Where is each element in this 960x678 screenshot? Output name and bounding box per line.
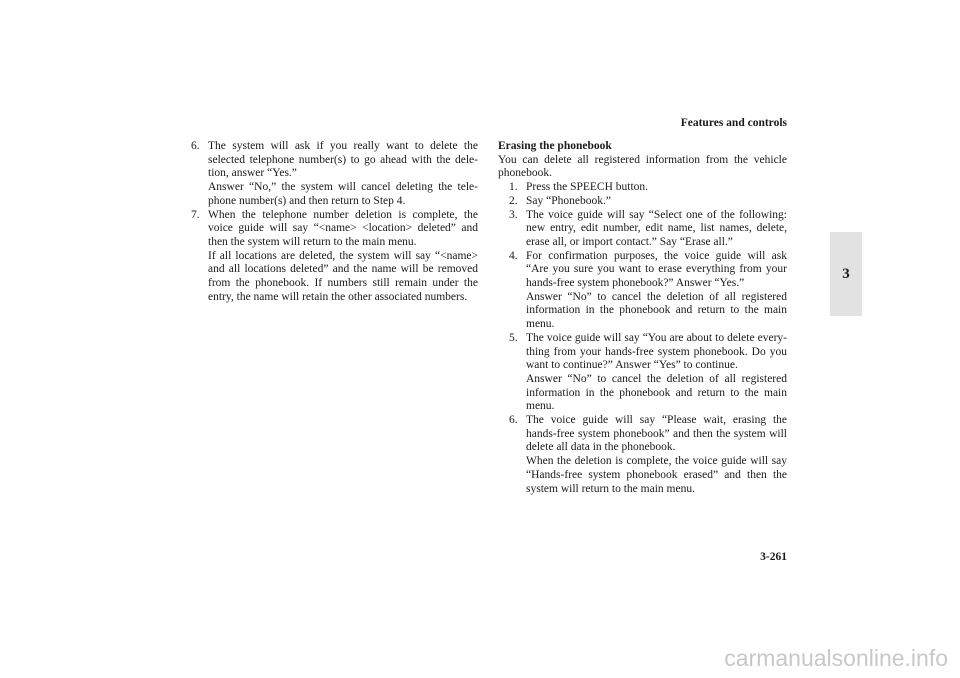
step-text: If all locations are deleted, the system will say “<name> and all locations deleted” and the name will be removed from the phonebook. If numbers still remain under the entry, the name will retain the other associated numbers. bbox=[208, 249, 478, 303]
chapter-number: 3 bbox=[842, 266, 850, 282]
page-number: 3-261 bbox=[760, 551, 787, 563]
step-number: 6. bbox=[191, 140, 200, 152]
step-item bbox=[509, 250, 787, 332]
step-text: Answer “No,” the system will cancel deleting the telephone number(s) and then return to Step 4. bbox=[208, 181, 478, 207]
step-text: Press the SPEECH button. bbox=[526, 181, 649, 194]
step-text: The voice guide will say “Please wait, erasing the hands-free system phonebook” and then the system will delete all data in the phonebook. bbox=[526, 414, 787, 454]
intro-paragraph: You can delete all registered information from the vehicle phonebook. bbox=[498, 153, 787, 180]
right-column bbox=[498, 140, 787, 496]
step-list bbox=[498, 181, 787, 496]
step-text: Answer “No” to cancel the deletion of all registered information in the phonebook and return to the main menu. bbox=[526, 372, 787, 413]
step-item bbox=[509, 209, 787, 250]
step-item bbox=[191, 209, 478, 305]
step-text: When the deletion is complete, the voice guide will say “Hands-free system phonebook erased” and then the system will return to the main menu. bbox=[526, 455, 787, 495]
watermark-logo: carmanualsonline.info bbox=[724, 645, 948, 671]
step-item bbox=[509, 181, 787, 195]
step-text: The system will ask if you really want to delete the selected telephone number(s) to go ahead with the deletion, answer “Yes.” bbox=[208, 140, 478, 180]
step-number: 6. bbox=[509, 414, 518, 427]
step-text: The voice guide will say “You are about to delete everything from your hands-free system phonebook. Do you want to continue?” Answer “Yes” to continue. bbox=[526, 331, 787, 372]
step-text: Say “Phonebook.” bbox=[526, 194, 611, 207]
step-item bbox=[509, 332, 787, 414]
step-text: When the telephone number deletion is complete, the voice guide will say “<name> <location> deleted” and then the system will return to the main menu. bbox=[208, 208, 478, 248]
step-number: 1. bbox=[509, 181, 518, 194]
step-item bbox=[509, 414, 787, 496]
step-number: 4. bbox=[509, 249, 518, 262]
step-number: 2. bbox=[509, 194, 518, 207]
step-item bbox=[191, 140, 478, 209]
section-header-title: Features and controls bbox=[680, 117, 787, 129]
left-column bbox=[191, 140, 478, 304]
step-text: Answer “No” to cancel the deletion of all registered information in the phonebook and return to the main menu. bbox=[526, 290, 787, 331]
chapter-tab bbox=[830, 232, 862, 316]
step-item bbox=[509, 195, 787, 209]
step-text: For confirmation purposes, the voice guide will ask “Are you sure you want to erase everything from your hands-free system phonebook?” Answer “Yes.” bbox=[526, 249, 787, 290]
step-number: 7. bbox=[191, 208, 200, 221]
step-number: 3. bbox=[509, 208, 518, 221]
section-heading: Erasing the phonebook bbox=[498, 140, 612, 152]
step-text: The voice guide will say “Select one of the following: new entry, edit number, edit name, list names, delete, erase all, or import contact.” Say “Erase all.” bbox=[526, 208, 787, 248]
step-number: 5. bbox=[509, 331, 518, 344]
